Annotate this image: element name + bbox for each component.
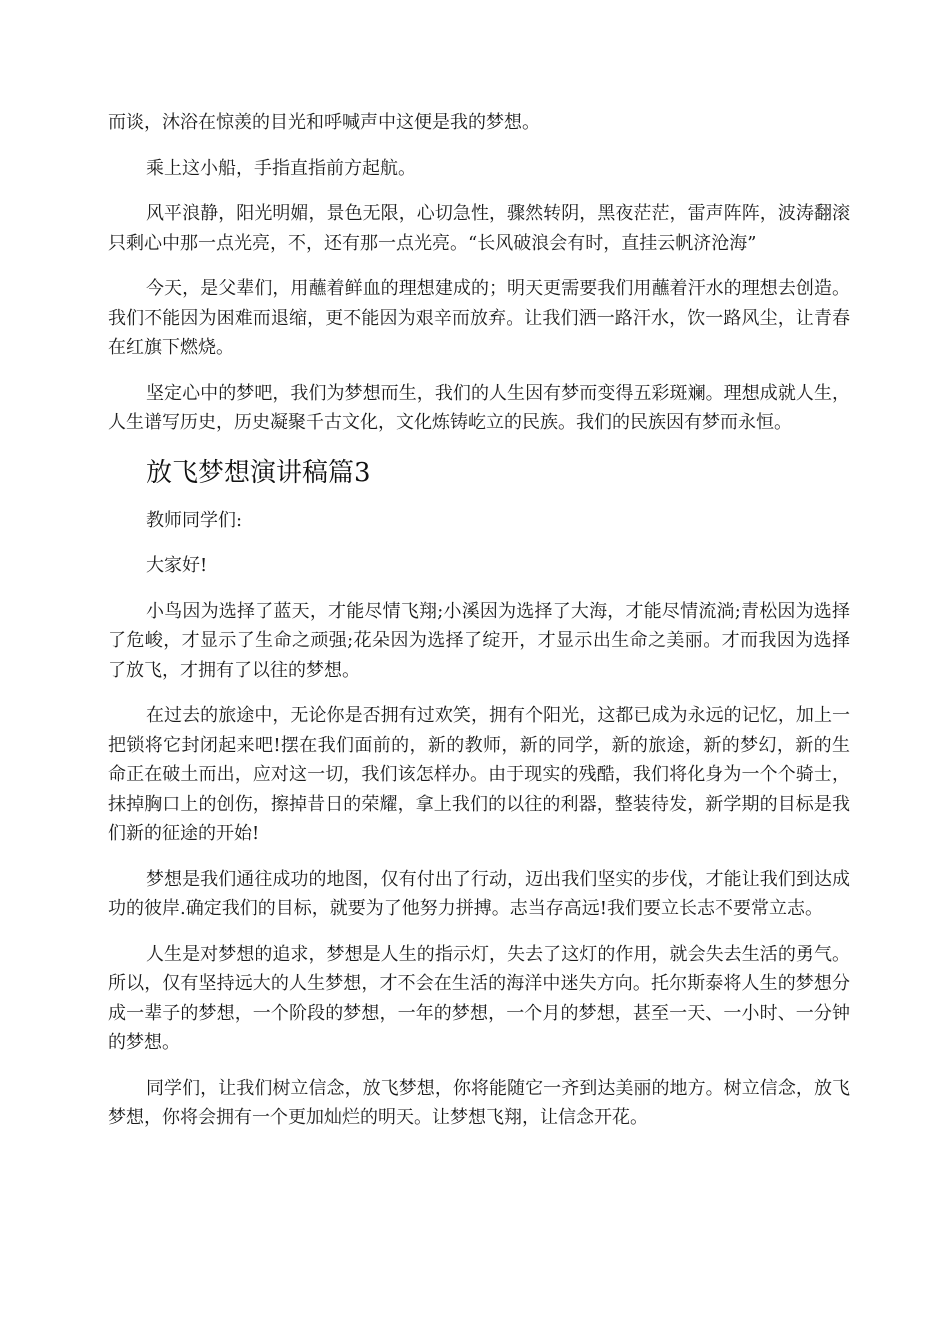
paragraph: 今天，是父辈们，用蘸着鲜血的理想建成的；明天更需要我们用蘸着汗水的理想去创造。我们不能因为困难而退缩，更不能因为艰辛而放弃。让我们洒一路汗水，饮一路风尘，让青春在红旗下燃烧。 — [108, 278, 850, 358]
paragraph: 乘上这小船，手指直指前方起航。 — [146, 157, 416, 179]
salutation: 教师同学们: — [146, 509, 243, 531]
paragraph: 人生是对梦想的追求，梦想是人生的指示灯，失去了这灯的作用，就会失去生活的勇气。所以，仅有坚持远大的人生梦想，才不会在生活的海洋中迷失方向。托尔斯泰将人生的梦想分成一辈子的梦想，一个阶段的梦想，一年的梦想，一个月的梦想，甚至一天、一小时、一分钟的梦想。 — [108, 943, 850, 1053]
paragraph: 坚定心中的梦吧，我们为梦想而生，我们的人生因有梦而变得五彩斑斓。理想成就人生，人生谱写历史，历史凝聚千古文化，文化炼铸屹立的民族。我们的民族因有梦而永恒。 — [108, 382, 850, 433]
section-heading: 放飞梦想演讲稿篇3 — [146, 457, 371, 488]
paragraph: 风平浪静，阳光明媚，景色无限，心切急性，骤然转阴，黑夜茫茫，雷声阵阵，波涛翻滚只剩心中那一点光亮，不，还有那一点光亮。“长风破浪会有时，直挂云帆济沧海” — [108, 203, 850, 254]
paragraph: 同学们，让我们树立信念，放飞梦想，你将能随它一齐到达美丽的地方。树立信念，放飞梦想，你将会拥有一个更加灿烂的明天。让梦想飞翔，让信念开花。 — [108, 1077, 850, 1128]
document-page — [108, 108, 850, 1149]
paragraph: 在过去的旅途中，无论你是否拥有过欢笑，拥有个阳光，这都已成为永远的记忆，加上一把锁将它封闭起来吧!摆在我们面前的，新的教师，新的同学，新的旅途，新的梦幻，新的生命正在破土而出，应对这一切，我们该怎样办。由于现实的残酷，我们将化身为一个个骑士，抹掉胸口上的创伤，擦掉昔日的荣耀，拿上我们的以往的利器，整装待发，新学期的目标是我们新的征途的开始! — [108, 705, 850, 844]
greeting: 大家好! — [146, 555, 208, 576]
paragraph: 而谈，沐浴在惊羡的目光和呼喊声中这便是我的梦想。 — [108, 112, 540, 133]
paragraph: 小鸟因为选择了蓝天，才能尽情飞翔;小溪因为选择了大海，才能尽情流淌;青松因为选择了危峻，才显示了生命之顽强;花朵因为选择了绽开，才显示出生命之美丽。才而我因为选择了放飞，才拥有了以往的梦想。 — [108, 600, 850, 681]
paragraph: 梦想是我们通往成功的地图，仅有付出了行动，迈出我们坚实的步伐，才能让我们到达成功的彼岸.确定我们的目标，就要为了他努力拼搏。志当存高远!我们要立长志不要常立志。 — [108, 868, 850, 919]
